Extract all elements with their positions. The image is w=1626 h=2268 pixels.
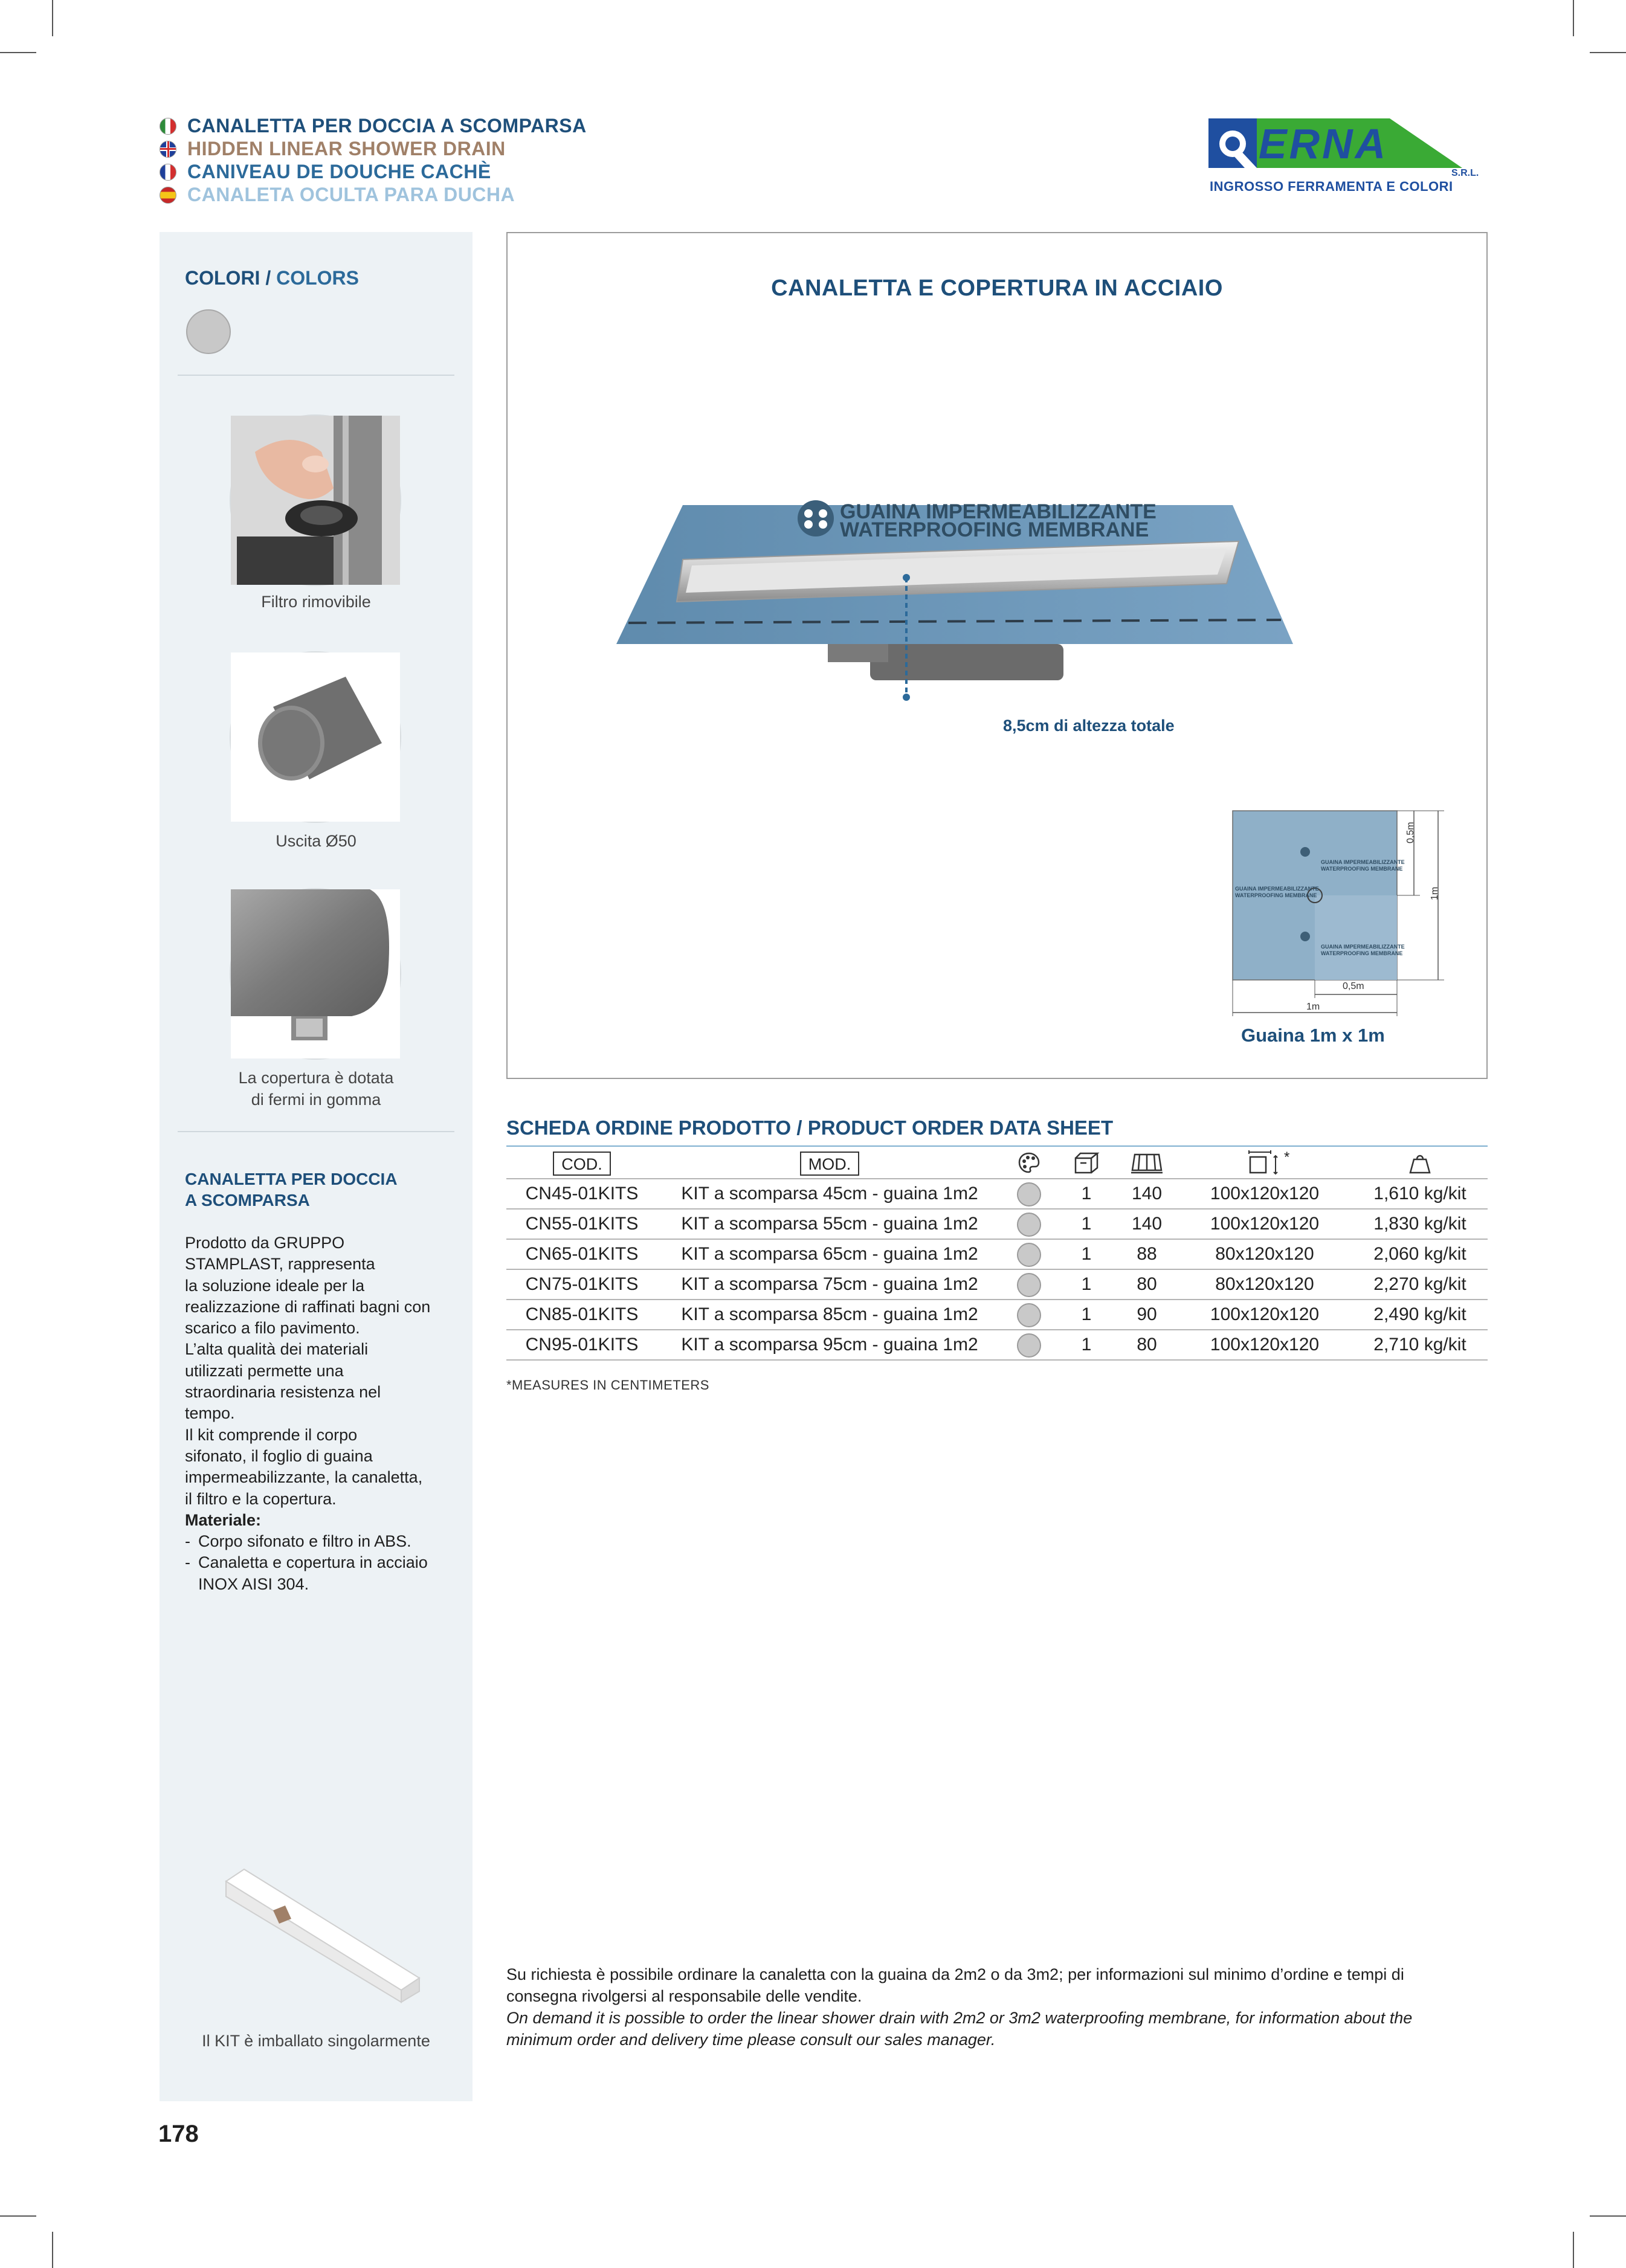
color-dot-icon bbox=[1017, 1182, 1041, 1206]
title-es bbox=[160, 184, 515, 206]
mini-text-3 bbox=[1321, 944, 1405, 957]
palette-icon bbox=[1017, 1151, 1041, 1175]
table-row bbox=[506, 1269, 1488, 1300]
cover-photo bbox=[230, 888, 401, 1060]
box-title: CANALETTA E COPERTURA IN ACCIAIO bbox=[771, 275, 1223, 301]
cell-weight: 1,830 kg/kit bbox=[1373, 1214, 1466, 1234]
weight-icon bbox=[1408, 1151, 1432, 1175]
filter-caption: Filtro rimovibile bbox=[261, 593, 371, 611]
uk-flag-icon bbox=[160, 141, 176, 158]
dim-half-vertical: 0,5m bbox=[1405, 822, 1416, 843]
cell-color bbox=[1002, 1178, 1056, 1208]
cell-code: CN65-01KITS bbox=[525, 1244, 639, 1264]
cell-model: KIT a scomparsa 55cm - guaina 1m2 bbox=[681, 1214, 978, 1234]
cell-weight: 2,710 kg/kit bbox=[1373, 1335, 1466, 1355]
note-it-line2: consegna rivolgersi al responsabile delle vendite. bbox=[506, 1987, 862, 2005]
product-title bbox=[185, 1168, 398, 1211]
cell-model: KIT a scomparsa 65cm - guaina 1m2 bbox=[681, 1244, 978, 1264]
cell-dims: 80x120x120 bbox=[1215, 1274, 1314, 1294]
title-underline bbox=[506, 1145, 1488, 1147]
note-en-line1: On demand it is possible to order the linear shower drain with 2m2 or 3m2 waterproofing membrane, for information about the bbox=[506, 2009, 1413, 2027]
mini-text-1-line1: GUAINA IMPERMEABILIZZANTE bbox=[1321, 859, 1405, 865]
logo-suffix: S.R.L. bbox=[1451, 168, 1479, 178]
desc-line: Prodotto da GRUPPO bbox=[185, 1234, 345, 1252]
cell-code: CN95-01KITS bbox=[525, 1335, 639, 1355]
table-row bbox=[506, 1208, 1488, 1240]
colors-heading bbox=[185, 267, 359, 289]
mini-text-2-line2: WATERPROOFING MEMBRANE bbox=[1235, 892, 1317, 898]
color-swatch-grey bbox=[186, 309, 231, 354]
cover-caption-2: di fermi in gomma bbox=[251, 1091, 381, 1109]
material-label: Materiale: bbox=[185, 1510, 262, 1529]
cover-image-icon bbox=[231, 889, 400, 1058]
crop-mark bbox=[1590, 2215, 1626, 2217]
cell-model: KIT a scomparsa 85cm - guaina 1m2 bbox=[681, 1304, 978, 1324]
table-row bbox=[506, 1329, 1488, 1361]
cell-dims: 100x120x120 bbox=[1210, 1335, 1320, 1355]
cell-qty: 1 bbox=[1081, 1335, 1092, 1355]
logo-tagline: INGROSSO FERRAMENTA E COLORI bbox=[1210, 179, 1453, 194]
crop-mark bbox=[1573, 2232, 1574, 2268]
lerna-logo bbox=[1208, 118, 1486, 197]
cell-color bbox=[1002, 1329, 1056, 1359]
product-description bbox=[185, 1232, 457, 1595]
cell-pallet: 80 bbox=[1137, 1335, 1157, 1355]
cell-dims: 100x120x120 bbox=[1210, 1214, 1320, 1234]
mini-text-1 bbox=[1321, 859, 1405, 872]
desc-line: il filtro e la copertura. bbox=[185, 1489, 337, 1508]
cell-weight: 2,060 kg/kit bbox=[1373, 1244, 1466, 1264]
cover-caption-1: La copertura è dotata bbox=[238, 1069, 394, 1087]
cell-code: CN45-01KITS bbox=[525, 1184, 639, 1203]
title-en-text: HIDDEN LINEAR SHOWER DRAIN bbox=[187, 138, 506, 159]
cell-pallet: 140 bbox=[1131, 1184, 1163, 1203]
color-dot-icon bbox=[1017, 1243, 1041, 1267]
cell-weight: 1,610 kg/kit bbox=[1373, 1184, 1466, 1203]
mini-text-2-line1: GUAINA IMPERMEABILIZZANTE bbox=[1235, 886, 1319, 892]
spain-flag-icon bbox=[160, 187, 176, 204]
mini-text-2 bbox=[1235, 886, 1319, 899]
cell-code: CN75-01KITS bbox=[525, 1274, 639, 1294]
cell-color bbox=[1002, 1269, 1056, 1299]
crop-mark bbox=[1573, 0, 1574, 36]
crop-mark bbox=[52, 2232, 53, 2268]
table-header-row bbox=[506, 1148, 1488, 1179]
material-item bbox=[185, 1531, 457, 1552]
filter-photo bbox=[230, 414, 401, 586]
header-box bbox=[1056, 1148, 1117, 1178]
cell-color bbox=[1002, 1299, 1056, 1329]
package-caption: Il KIT è imballato singolarmente bbox=[202, 2032, 430, 2050]
filter-image-icon bbox=[231, 416, 400, 585]
dim-full-vertical: 1m bbox=[1430, 886, 1440, 900]
header-code-label: COD. bbox=[553, 1152, 611, 1176]
cell-pallet: 80 bbox=[1137, 1274, 1157, 1294]
svg-text:ERNA: ERNA bbox=[1258, 120, 1389, 167]
color-dot-icon bbox=[1017, 1333, 1041, 1358]
cell-qty: 1 bbox=[1081, 1214, 1092, 1234]
material-item-text: Canaletta e copertura in acciaio bbox=[198, 1553, 428, 1572]
header-model bbox=[657, 1148, 1002, 1178]
note-en-line2: minimum order and delivery time please consult our sales manager. bbox=[506, 2031, 996, 2049]
desc-line: la soluzione ideale per la bbox=[185, 1276, 365, 1295]
cell-dims: 100x120x120 bbox=[1210, 1304, 1320, 1324]
outlet-photo bbox=[230, 651, 401, 823]
membrane-diagram-icon bbox=[1233, 811, 1450, 1028]
crop-mark bbox=[0, 2215, 36, 2217]
desc-line: utilizzati permette una bbox=[185, 1361, 344, 1380]
order-note-en bbox=[506, 2007, 1497, 2051]
france-flag-icon bbox=[160, 164, 176, 181]
color-dot-icon bbox=[1017, 1303, 1041, 1327]
membrane-label bbox=[840, 500, 1157, 541]
material-item-cont: INOX AISI 304. bbox=[198, 1574, 309, 1593]
cell-weight: 2,270 kg/kit bbox=[1373, 1274, 1466, 1294]
divider bbox=[178, 1131, 454, 1132]
product-image-box bbox=[506, 232, 1488, 1079]
crop-mark bbox=[1590, 52, 1626, 53]
cell-qty: 1 bbox=[1081, 1274, 1092, 1294]
mini-text-3-line1: GUAINA IMPERMEABILIZZANTE bbox=[1321, 944, 1405, 950]
membrane-label-line2: WATERPROOFING MEMBRANE bbox=[840, 518, 1149, 541]
package-image bbox=[220, 1863, 419, 2002]
mini-text-3-line2: WATERPROOFING MEMBRANE bbox=[1321, 950, 1403, 956]
material-item-text: Corpo sifonato e filtro in ABS. bbox=[198, 1532, 411, 1551]
dim-full-horizontal: 1m bbox=[1306, 1002, 1320, 1012]
desc-line: scarico a filo pavimento. bbox=[185, 1319, 360, 1338]
cell-weight: 2,490 kg/kit bbox=[1373, 1304, 1466, 1324]
box-icon bbox=[1073, 1151, 1100, 1175]
divider bbox=[178, 375, 454, 376]
title-it-text: CANALETTA PER DOCCIA A SCOMPARSA bbox=[187, 115, 587, 137]
dimensions-star: * bbox=[1284, 1149, 1290, 1165]
title-it bbox=[160, 115, 587, 137]
header-palette bbox=[1002, 1148, 1056, 1178]
header-pallet bbox=[1117, 1148, 1177, 1178]
desc-line: tempo. bbox=[185, 1404, 235, 1423]
italy-flag-icon bbox=[160, 118, 176, 135]
title-fr-text: CANIVEAU DE DOUCHE CACHÈ bbox=[187, 161, 491, 182]
colors-label-en: COLORS bbox=[276, 267, 359, 289]
desc-line: Il kit comprende il corpo bbox=[185, 1425, 358, 1444]
order-table-title: SCHEDA ORDINE PRODOTTO / PRODUCT ORDER DATA SHEET bbox=[506, 1116, 1114, 1139]
cell-color bbox=[1002, 1239, 1056, 1269]
bullet: - bbox=[185, 1532, 190, 1551]
cell-code: CN55-01KITS bbox=[525, 1214, 639, 1234]
cell-qty: 1 bbox=[1081, 1304, 1092, 1324]
dimensions-icon bbox=[1247, 1150, 1283, 1176]
note-it-line1: Su richiesta è possibile ordinare la canaletta con la guaina da 2m2 o da 3m2; per informazioni sul minimo d’ordine e tempi di bbox=[506, 1965, 1404, 1983]
cell-dims: 80x120x120 bbox=[1215, 1244, 1314, 1264]
product-title-line1: CANALETTA PER DOCCIA bbox=[185, 1170, 398, 1188]
order-note-it bbox=[506, 1964, 1497, 2007]
package-box-icon bbox=[220, 1863, 419, 2002]
cell-code: CN85-01KITS bbox=[525, 1304, 639, 1324]
pallet-icon bbox=[1130, 1151, 1164, 1175]
color-dot-icon bbox=[1017, 1213, 1041, 1237]
cell-dims: 100x120x120 bbox=[1210, 1184, 1320, 1203]
cell-qty: 1 bbox=[1081, 1184, 1092, 1203]
table-row bbox=[506, 1178, 1488, 1210]
page-number: 178 bbox=[158, 2121, 199, 2147]
cell-pallet: 90 bbox=[1137, 1304, 1157, 1324]
outlet-image-icon bbox=[231, 652, 400, 822]
header-code bbox=[506, 1148, 657, 1178]
table-footnote: *MEASURES IN CENTIMETERS bbox=[506, 1377, 709, 1393]
membrane-label-line1: GUAINA IMPERMEABILIZZANTE bbox=[840, 500, 1157, 523]
material-item bbox=[185, 1552, 457, 1573]
color-dot-icon bbox=[1017, 1273, 1041, 1297]
mini-text-1-line2: WATERPROOFING MEMBRANE bbox=[1321, 866, 1403, 872]
cell-qty: 1 bbox=[1081, 1244, 1092, 1264]
table-row bbox=[506, 1299, 1488, 1330]
desc-line: impermeabilizzante, la canaletta, bbox=[185, 1468, 423, 1487]
cell-model: KIT a scomparsa 45cm - guaina 1m2 bbox=[681, 1184, 978, 1203]
desc-line: STAMPLAST, rappresenta bbox=[185, 1255, 375, 1274]
desc-line: L’alta qualità dei materiali bbox=[185, 1340, 369, 1359]
header-model-label: MOD. bbox=[800, 1152, 860, 1176]
colors-sep: / bbox=[260, 267, 277, 289]
title-es-text: CANALETA OCULTA PARA DUCHA bbox=[187, 184, 515, 205]
desc-line: straordinaria resistenza nel bbox=[185, 1383, 381, 1402]
dim-half-horizontal: 0,5m bbox=[1343, 981, 1364, 991]
cell-model: KIT a scomparsa 75cm - guaina 1m2 bbox=[681, 1274, 978, 1294]
cell-pallet: 140 bbox=[1131, 1214, 1163, 1234]
colors-label: COLORI bbox=[185, 267, 260, 289]
crop-mark bbox=[52, 0, 53, 36]
title-fr bbox=[160, 161, 491, 183]
desc-line: realizzazione di raffinati bagni con bbox=[185, 1297, 431, 1316]
cell-pallet: 88 bbox=[1137, 1244, 1157, 1264]
height-label: 8,5cm di altezza totale bbox=[1003, 717, 1175, 735]
product-title-line2: A SCOMPARSA bbox=[185, 1191, 310, 1210]
sidebar bbox=[160, 232, 473, 2101]
header-dimensions bbox=[1177, 1148, 1352, 1178]
membrane-size-label: Guaina 1m x 1m bbox=[1241, 1025, 1385, 1046]
cell-model: KIT a scomparsa 95cm - guaina 1m2 bbox=[681, 1335, 978, 1355]
outlet-caption: Uscita Ø50 bbox=[276, 832, 356, 850]
crop-mark bbox=[0, 52, 36, 53]
title-en bbox=[160, 138, 506, 160]
cell-color bbox=[1002, 1208, 1056, 1239]
desc-line: sifonato, il foglio di guaina bbox=[185, 1446, 373, 1465]
membrane-diagram bbox=[1233, 811, 1450, 1028]
header-weight bbox=[1352, 1148, 1488, 1178]
bullet: - bbox=[185, 1553, 190, 1572]
table-row bbox=[506, 1239, 1488, 1270]
